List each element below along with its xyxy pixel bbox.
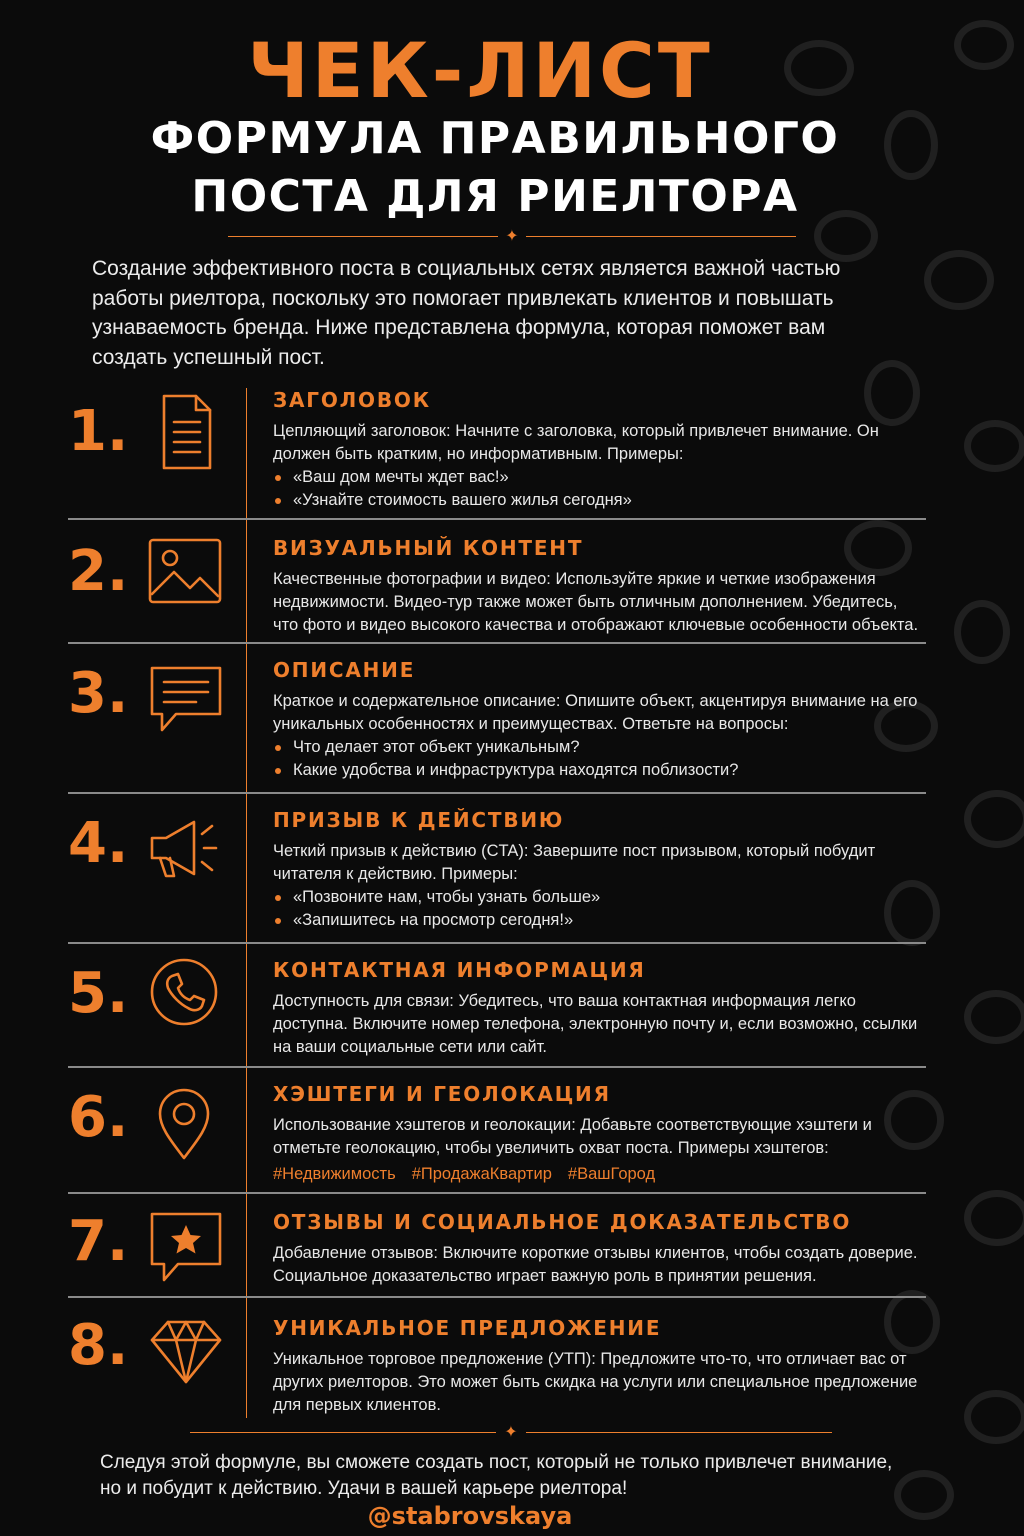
- item-text: Добавление отзывов: Включите короткие отзывы клиентов, чтобы создать доверие. Социальное доказательство играет важную роль в принятии решения.: [273, 1244, 918, 1285]
- item-number: 2.: [68, 539, 129, 604]
- bullet-icon: [275, 745, 281, 751]
- list-item: «Позвоните нам, чтобы узнать больше»: [273, 886, 923, 909]
- top-divider-left: [228, 236, 498, 237]
- row-separator: [68, 1066, 926, 1068]
- row-separator: [68, 942, 926, 944]
- hashtag: #ПродажаКвартир: [411, 1165, 552, 1183]
- page-title: ЧЕК-ЛИСТ: [247, 26, 713, 115]
- vertical-divider: [246, 388, 247, 1418]
- item-heading: ПРИЗЫВ К ДЕЙСТВИЮ: [273, 808, 565, 832]
- item-text: Доступность для связи: Убедитесь, что ваша контактная информация легко доступна. Включите номер телефона, электронную почту и, если возможно, ссылки на ваши социальные сети или сайт.: [273, 992, 918, 1056]
- item-text: Четкий призыв к действию (CTA): Завершите пост призывом, который побудит читателя к действию. Примеры:: [273, 842, 876, 883]
- row-separator: [68, 1192, 926, 1194]
- item-body: [273, 536, 923, 637]
- item-text: Цепляющий заголовок: Начните с заголовка, который привлечет внимание. Он должен быть кратким, но информативным. Примеры:: [273, 422, 879, 463]
- bottom-divider-left: [190, 1432, 496, 1433]
- item-text: Краткое и содержательное описание: Опишите объект, акцентируя внимание на его уникальных особенностях и преимуществах. Ответьте на вопросы:: [273, 692, 918, 733]
- row-separator: [68, 642, 926, 644]
- subtitle-line-2: ПОСТА ДЛЯ РИЕЛТОРА: [191, 171, 799, 222]
- item-body: [273, 658, 923, 782]
- bullet-icon: [275, 918, 281, 924]
- page-subtitle: [0, 110, 990, 226]
- list-item: «Ваш дом мечты ждет вас!»: [273, 466, 923, 489]
- item-body: [273, 1210, 923, 1288]
- item-body: [273, 808, 923, 932]
- list-item: «Узнайте стоимость вашего жилья сегодня»: [273, 489, 923, 512]
- row-separator: [68, 792, 926, 794]
- bullet-icon: [275, 895, 281, 901]
- item-heading: ОПИСАНИЕ: [273, 658, 416, 682]
- chat-icon: [146, 660, 226, 740]
- hashtag: #Недвижимость: [273, 1165, 396, 1183]
- row-separator: [68, 518, 926, 520]
- megaphone-icon: [146, 810, 226, 890]
- sparkle-icon: ✦: [504, 1422, 518, 1441]
- outro-text: Следуя этой формуле, вы сможете создать пост, который не только привлечет внимание, но и побудит к действию. Удачи в вашей карьере риелтора!: [100, 1452, 893, 1499]
- item-heading: УНИКАЛЬНОЕ ПРЕДЛОЖЕНИЕ: [273, 1316, 662, 1340]
- star-review-icon: [146, 1208, 226, 1288]
- item-body: [273, 958, 923, 1059]
- bullet-icon: [275, 768, 281, 774]
- bullet-icon: [275, 475, 281, 481]
- document-icon: [146, 392, 226, 472]
- item-text: Качественные фотографии и видео: Используйте яркие и четкие изображения недвижимости. Видео-тур также может быть отличным дополнением. Убедитесь, что фото и видео высокого качества и отображают ключевые особенности объекта.: [273, 570, 919, 634]
- sparkle-icon: ✦: [505, 226, 519, 245]
- item-number: 7.: [68, 1209, 129, 1274]
- item-heading: ОТЗЫВЫ И СОЦИАЛЬНОЕ ДОКАЗАТЕЛЬСТВО: [273, 1210, 852, 1234]
- list-item: Что делает этот объект уникальным?: [273, 736, 923, 759]
- author-handle: @stabrovskaya: [367, 1502, 573, 1530]
- phone-icon: [146, 954, 226, 1034]
- hashtag: #ВашГород: [567, 1165, 656, 1183]
- item-text: Использование хэштегов и геолокации: Добавьте соответствующие хэштеги и отметьте геолокацию, чтобы увеличить охват поста. Примеры хэштегов:: [273, 1116, 872, 1157]
- item-heading: ЗАГОЛОВОК: [273, 388, 431, 412]
- bullet-icon: [275, 498, 281, 504]
- top-divider-right: [526, 236, 796, 237]
- list-item: Какие удобства и инфраструктура находятся поблизости?: [273, 759, 923, 782]
- item-text: Уникальное торговое предложение (УТП): Предложите что-то, что отличает вас от других риелторов. Это может быть скидка на услуги или специальное предложение для первых клиентов.: [273, 1350, 918, 1414]
- row-separator: [68, 1296, 926, 1298]
- list-item: «Запишитесь на просмотр сегодня!»: [273, 909, 923, 932]
- item-body: [273, 1316, 923, 1417]
- intro-text: Создание эффективного поста в социальных сетях является важной частью работы риелтора, поскольку это помогает привлекать клиентов и повышать узнаваемость бренда. Ниже представлена формула, которая поможет вам создать успешный пост.: [92, 257, 841, 369]
- item-number: 1.: [68, 399, 129, 464]
- item-heading: ХЭШТЕГИ И ГЕОЛОКАЦИЯ: [273, 1082, 611, 1106]
- item-number: 4.: [68, 811, 129, 876]
- diamond-icon: [146, 1312, 226, 1392]
- item-number: 5.: [68, 961, 129, 1026]
- hashtag-list: [273, 1163, 923, 1186]
- bottom-divider-right: [526, 1432, 832, 1433]
- item-heading: ВИЗУАЛЬНЫЙ КОНТЕНТ: [273, 536, 584, 560]
- subtitle-line-1: ФОРМУЛА ПРАВИЛЬНОГО: [150, 113, 840, 164]
- location-pin-icon: [146, 1084, 226, 1164]
- image-icon: [146, 534, 226, 614]
- item-body: [273, 388, 923, 512]
- item-number: 3.: [68, 661, 129, 726]
- item-number: 6.: [68, 1085, 129, 1150]
- item-body: [273, 1082, 923, 1186]
- item-heading: КОНТАКТНАЯ ИНФОРМАЦИЯ: [273, 958, 646, 982]
- item-number: 8.: [68, 1313, 129, 1378]
